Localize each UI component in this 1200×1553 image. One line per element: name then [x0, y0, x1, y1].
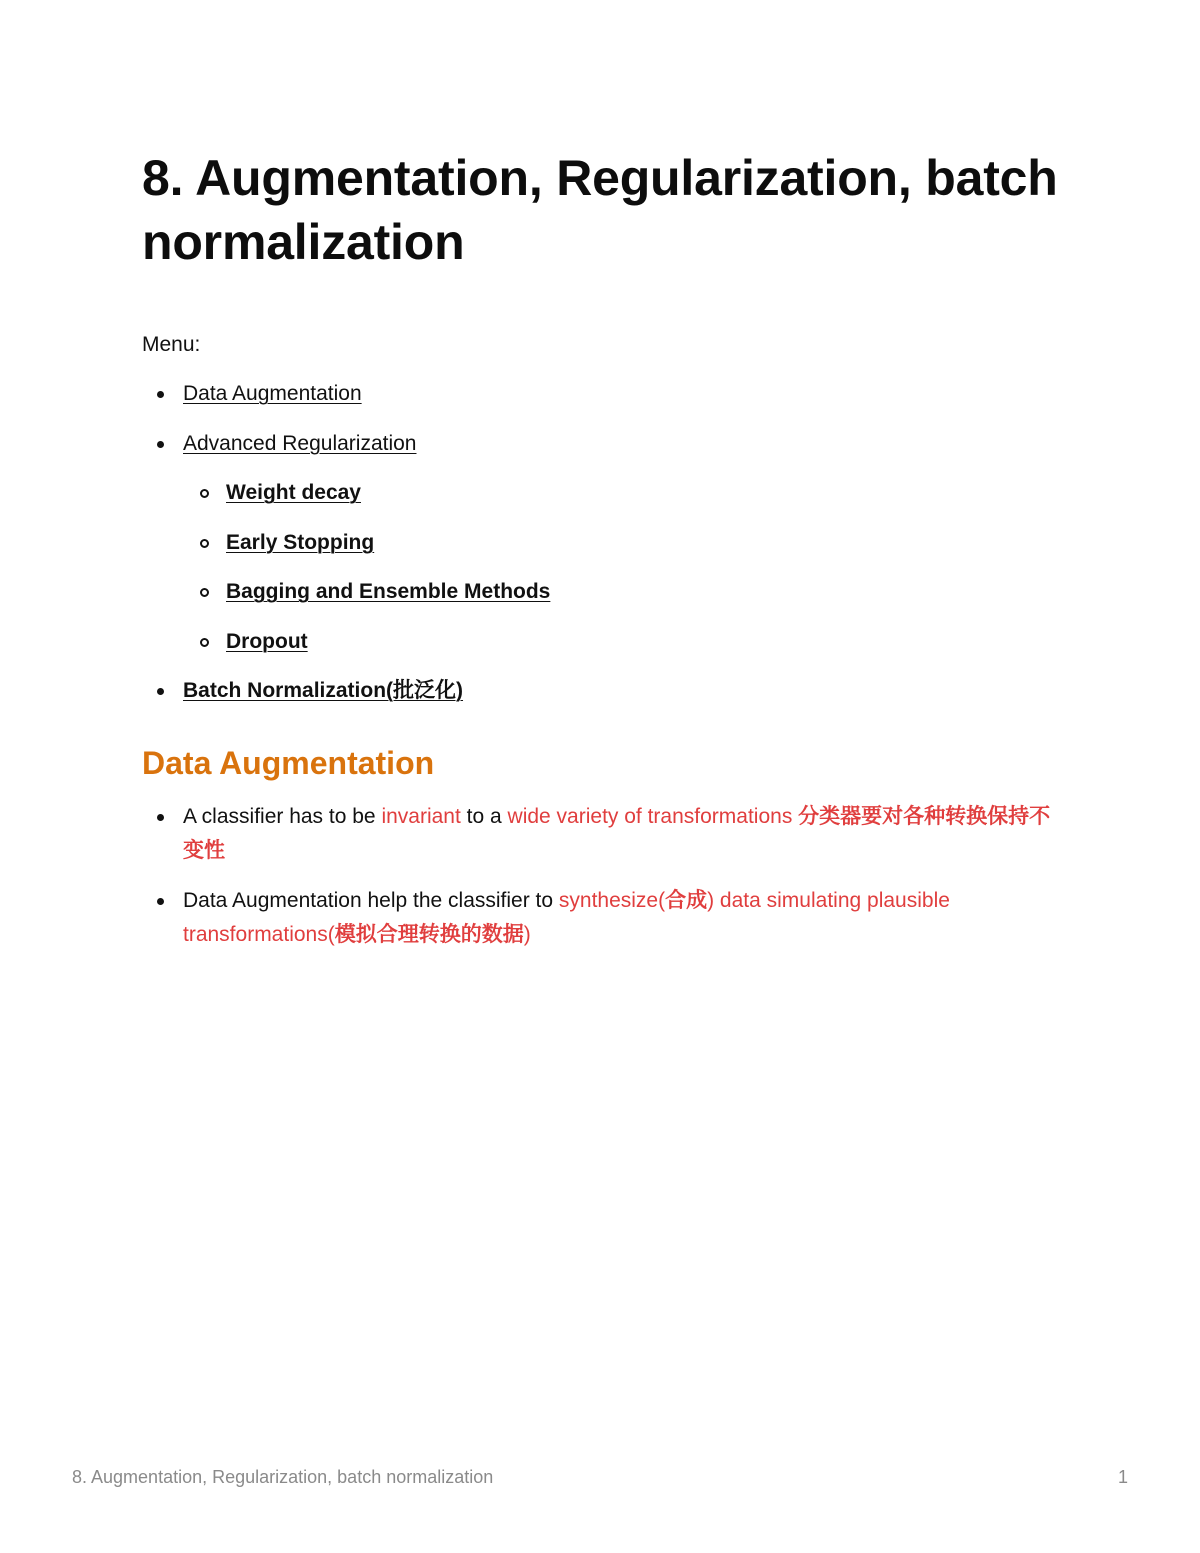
- toc-link-dropout[interactable]: Dropout: [226, 629, 308, 653]
- bullet2-text-1: Data Augmentation help the classifier to: [183, 889, 559, 912]
- bullet1-chinese-note: 分类器要对各种转换保持不变性: [183, 805, 1051, 862]
- bullet2-chinese-note: 模拟合理转换的数据: [334, 923, 524, 946]
- list-item: [142, 800, 1062, 868]
- toc-link-advanced-regularization[interactable]: Advanced Regularization: [183, 431, 417, 455]
- toc-subitem-bagging: [142, 578, 1102, 628]
- toc-link-data-augmentation[interactable]: Data Augmentation: [183, 382, 362, 405]
- page-number: 1: [1117, 1467, 1128, 1487]
- bullet2-highlight-plausible: ) data simulating plausible transformations(: [183, 889, 950, 946]
- toc-item-batch-normalization: [142, 677, 1102, 727]
- toc-link-batch-normalization[interactable]: Batch Normalization(批泛化): [183, 679, 464, 702]
- bullet1-highlight-transformations: wide variety of transformations: [507, 805, 799, 828]
- toc-subitem-weight-decay: [142, 479, 1102, 529]
- footer-title: 8. Augmentation, Regularization, batch normalization: [72, 1467, 494, 1487]
- page-title: 8. Augmentation, Regularization, batch normalization: [142, 150, 1058, 270]
- table-of-contents: [142, 380, 1102, 727]
- toc-subitem-early-stopping: [142, 529, 1102, 579]
- list-item: [142, 884, 1062, 952]
- toc-link-early-stopping[interactable]: Early Stopping: [226, 530, 375, 554]
- toc-sublist: [142, 479, 1102, 677]
- toc-subitem-dropout: [142, 628, 1102, 678]
- bullet1-text-2: to a: [460, 805, 508, 828]
- toc-link-bagging[interactable]: Bagging and Ensemble Methods: [226, 580, 551, 603]
- toc-link-weight-decay[interactable]: Weight decay: [226, 481, 361, 504]
- bullet1-highlight-invariant: invariant: [381, 805, 461, 828]
- toc-item-advanced-regularization: [142, 430, 1102, 480]
- menu-label: Menu:: [142, 333, 201, 356]
- data-augmentation-bullets: [142, 800, 1062, 968]
- bullet1-text-1: A classifier has to be: [183, 805, 382, 828]
- toc-sublist-container: [142, 479, 1102, 677]
- bullet2-highlight-synthesize: synthesize(: [558, 889, 666, 912]
- section-heading-data-augmentation: Data Augmentation: [142, 745, 435, 781]
- toc-item-data-augmentation: [142, 380, 1102, 430]
- bullet2-close-paren: ): [523, 923, 531, 946]
- bullet2-chinese-synthesize: 合成: [665, 889, 708, 912]
